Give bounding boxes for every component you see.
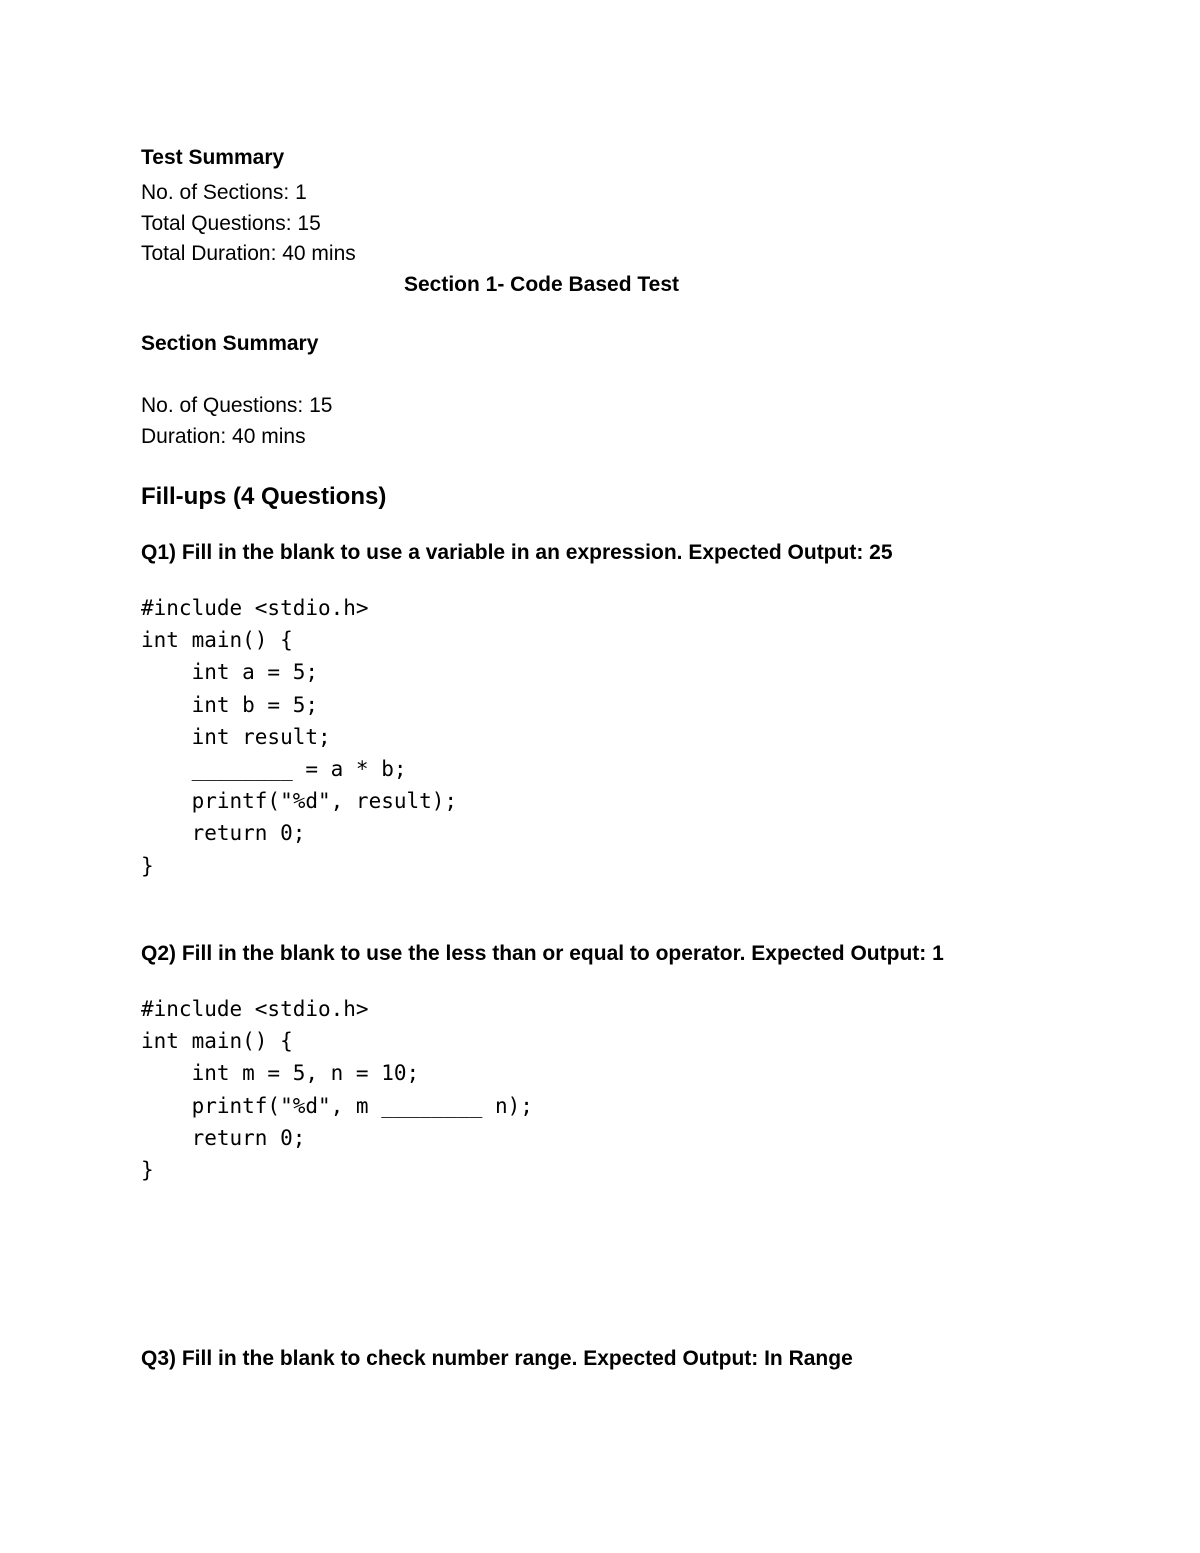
section-questions-count: No. of Questions: 15 (141, 394, 333, 417)
question-3-prompt: Q3) Fill in the blank to check number range. Expected Output: In Range (141, 1347, 853, 1370)
question-1-prompt: Q1) Fill in the blank to use a variable in an expression. Expected Output: 25 (141, 541, 893, 564)
fillups-heading: Fill-ups (4 Questions) (141, 483, 387, 510)
test-summary-heading: Test Summary (141, 146, 285, 169)
question-2-code: #include <stdio.h> int main() { int m = 5, n = 10; printf("%d", m ________ n); return 0; } (141, 997, 533, 1183)
total-duration: Total Duration: 40 mins (141, 242, 356, 265)
question-1-code: #include <stdio.h> int main() { int a = 5; int b = 5; int result; ________ = a * b; printf("%d", result); return 0; } (141, 596, 458, 878)
section-summary-heading: Section Summary (141, 332, 319, 355)
sections-count: No. of Sections: 1 (141, 181, 307, 204)
section-title: Section 1- Code Based Test (403, 273, 679, 296)
section-duration: Duration: 40 mins (141, 425, 306, 448)
question-2-prompt: Q2) Fill in the blank to use the less than or equal to operator. Expected Output: 1 (141, 942, 944, 965)
total-questions: Total Questions: 15 (141, 212, 321, 235)
